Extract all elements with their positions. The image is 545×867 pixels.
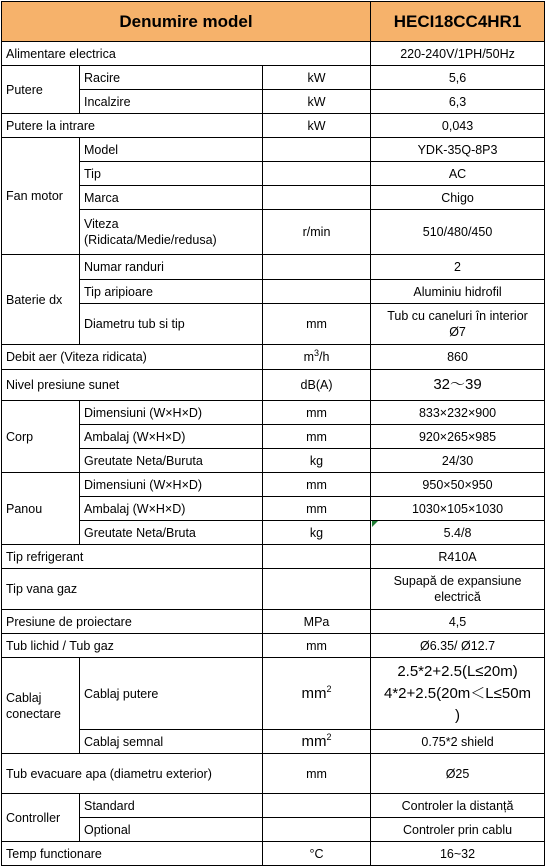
nivel-value: 32～39	[371, 370, 545, 401]
panou-dim-label: Dimensiuni (W×H×D)	[80, 473, 263, 497]
row-panou-amb	[2, 497, 545, 521]
fan-marca-unit	[263, 186, 371, 210]
cablaj-putere-value-line3: )	[455, 706, 461, 724]
vana-label: Tip vana gaz	[2, 569, 263, 610]
cablaj-label-line1: Cablaj	[6, 690, 42, 705]
row-vana	[2, 569, 545, 610]
row-baterie-tub	[2, 304, 545, 345]
debit-unit-base: m	[303, 350, 314, 364]
header-model: HECI18CC4HR1	[371, 2, 545, 42]
row-presiune	[2, 610, 545, 634]
refrigerant-unit	[263, 545, 371, 569]
controller-optional-value: Controler prin cablu	[371, 818, 545, 842]
temp-value: 16~32	[371, 842, 545, 866]
evacuare-value: Ø25	[371, 754, 545, 794]
cablaj-putere-value-line2: 4*2+2.5(20m＜L≤50m	[383, 684, 532, 702]
controller-standard-label: Standard	[80, 794, 263, 818]
cablaj-putere-unit-base: mm	[301, 684, 327, 702]
row-corp-dim	[2, 401, 545, 425]
vana-unit	[263, 569, 371, 610]
fan-viteza-label	[80, 210, 263, 255]
incalzire-label: Incalzire	[80, 90, 263, 114]
corp-amb-unit: mm	[263, 425, 371, 449]
row-cablaj-semnal	[2, 730, 545, 754]
fan-viteza-unit: r/min	[263, 210, 371, 255]
row-temp	[2, 842, 545, 866]
aripioare-value: Aluminiu hidrofil	[371, 280, 545, 304]
fan-model-label: Model	[80, 138, 263, 162]
debit-unit	[263, 345, 371, 370]
debit-value: 860	[371, 345, 545, 370]
cablaj-putere-unit	[263, 658, 371, 730]
cablaj-putere-unit-exponent: 2	[326, 683, 332, 694]
panou-greut-unit: kg	[263, 521, 371, 545]
row-fan-viteza	[2, 210, 545, 255]
panou-dim-unit: mm	[263, 473, 371, 497]
controller-standard-value: Controler la distanță	[371, 794, 545, 818]
row-fan-marca	[2, 186, 545, 210]
fan-marca-label: Marca	[80, 186, 263, 210]
fan-viteza-label-line2: (Ridicata/Medie/redusa)	[84, 233, 217, 247]
corp-dim-unit: mm	[263, 401, 371, 425]
row-baterie-aripioare	[2, 280, 545, 304]
baterie-tub-unit: mm	[263, 304, 371, 345]
alimentare-label: Alimentare electrica	[2, 42, 371, 66]
row-corp-greut	[2, 449, 545, 473]
row-tub	[2, 634, 545, 658]
panou-greut-value: 5.4/8	[371, 521, 545, 545]
corp-greut-unit: kg	[263, 449, 371, 473]
panou-amb-label: Ambalaj (W×H×D)	[80, 497, 263, 521]
racire-value: 5,6	[371, 66, 545, 90]
row-fan-tip	[2, 162, 545, 186]
specifications-table	[1, 1, 545, 866]
row-fan-model	[2, 138, 545, 162]
aripioare-label: Tip aripioare	[80, 280, 263, 304]
cablaj-semnal-unit-base: mm	[301, 732, 327, 750]
alimentare-value: 220-240V/1PH/50Hz	[371, 42, 545, 66]
debit-label: Debit aer (Viteza ridicata)	[2, 345, 263, 370]
panou-amb-value: 1030×105×1030	[371, 497, 545, 521]
evacuare-unit: mm	[263, 754, 371, 794]
vana-value	[371, 569, 545, 610]
aripioare-unit	[263, 280, 371, 304]
baterie-tub-value-line2: Ø7	[449, 325, 466, 339]
cablaj-semnal-unit	[263, 730, 371, 754]
fan-viteza-value: 510/480/450	[371, 210, 545, 255]
controller-label: Controller	[2, 794, 80, 842]
baterie-tub-value-line1: Tub cu caneluri în interior	[387, 309, 528, 323]
cablaj-label	[2, 658, 80, 754]
row-refrigerant	[2, 545, 545, 569]
baterie-tub-label: Diametru tub si tip	[80, 304, 263, 345]
putere-intrare-label: Putere la intrare	[2, 114, 263, 138]
corp-dim-label: Dimensiuni (W×H×D)	[80, 401, 263, 425]
baterie-tub-value	[371, 304, 545, 345]
header-name: Denumire model	[2, 2, 371, 42]
putere-label: Putere	[2, 66, 80, 114]
row-putere-incalzire	[2, 90, 545, 114]
cablaj-putere-value-line1: 2.5*2+2.5(L≤20m)	[397, 662, 518, 680]
controller-standard-unit	[263, 794, 371, 818]
putere-intrare-unit: kW	[263, 114, 371, 138]
row-putere-racire	[2, 66, 545, 90]
fan-tip-label: Tip	[80, 162, 263, 186]
row-corp-amb	[2, 425, 545, 449]
tub-unit: mm	[263, 634, 371, 658]
putere-intrare-value: 0,043	[371, 114, 545, 138]
fan-tip-unit	[263, 162, 371, 186]
tub-label: Tub lichid / Tub gaz	[2, 634, 263, 658]
corp-label: Corp	[2, 401, 80, 473]
row-panou-dim	[2, 473, 545, 497]
cablaj-semnal-value: 0.75*2 shield	[371, 730, 545, 754]
cablaj-putere-label: Cablaj putere	[80, 658, 263, 730]
row-controller-standard	[2, 794, 545, 818]
row-putere-intrare	[2, 114, 545, 138]
tub-value: Ø6.35/ Ø12.7	[371, 634, 545, 658]
cablaj-semnal-unit-exponent: 2	[326, 731, 332, 742]
fan-label: Fan motor	[2, 138, 80, 255]
cablaj-putere-value	[371, 658, 545, 730]
refrigerant-label: Tip refrigerant	[2, 545, 263, 569]
fan-model-unit	[263, 138, 371, 162]
row-baterie-randuri	[2, 255, 545, 280]
incalzire-unit: kW	[263, 90, 371, 114]
vana-value-line2: electrică	[434, 590, 481, 604]
corp-amb-value: 920×265×985	[371, 425, 545, 449]
cablaj-label-line2: conectare	[6, 706, 61, 721]
fan-viteza-label-line1: Viteza	[84, 217, 119, 231]
row-evacuare	[2, 754, 545, 794]
racire-label: Racire	[80, 66, 263, 90]
randuri-value: 2	[371, 255, 545, 280]
cell-comment-marker	[372, 521, 378, 527]
temp-unit: °C	[263, 842, 371, 866]
evacuare-label: Tub evacuare apa (diametru exterior)	[2, 754, 263, 794]
panou-label: Panou	[2, 473, 80, 545]
fan-tip-value: AC	[371, 162, 545, 186]
randuri-label: Numar randuri	[80, 255, 263, 280]
panou-dim-value: 950×50×950	[371, 473, 545, 497]
panou-amb-unit: mm	[263, 497, 371, 521]
temp-label: Temp functionare	[2, 842, 263, 866]
baterie-label: Baterie dx	[2, 255, 80, 345]
nivel-label: Nivel presiune sunet	[2, 370, 263, 401]
debit-unit-tail: /h	[319, 350, 330, 364]
row-alimentare	[2, 42, 545, 66]
presiune-value: 4,5	[371, 610, 545, 634]
fan-marca-value: Chigo	[371, 186, 545, 210]
row-controller-optional	[2, 818, 545, 842]
row-nivel	[2, 370, 545, 401]
panou-greut-label: Greutate Neta/Bruta	[80, 521, 263, 545]
debit-unit-exponent: 3	[314, 347, 320, 358]
controller-optional-unit	[263, 818, 371, 842]
incalzire-value: 6,3	[371, 90, 545, 114]
nivel-unit: dB(A)	[263, 370, 371, 401]
corp-dim-value: 833×232×900	[371, 401, 545, 425]
randuri-unit	[263, 255, 371, 280]
cablaj-semnal-label: Cablaj semnal	[80, 730, 263, 754]
presiune-label: Presiune de proiectare	[2, 610, 263, 634]
racire-unit: kW	[263, 66, 371, 90]
row-debit	[2, 345, 545, 370]
vana-value-line1: Supapă de expansiune	[393, 574, 522, 588]
refrigerant-value: R410A	[371, 545, 545, 569]
controller-optional-label: Optional	[80, 818, 263, 842]
row-panou-greut	[2, 521, 545, 545]
fan-model-value: YDK-35Q-8P3	[371, 138, 545, 162]
corp-greut-value: 24/30	[371, 449, 545, 473]
corp-greut-label: Greutate Neta/Buruta	[80, 449, 263, 473]
header-row	[2, 2, 545, 42]
corp-amb-label: Ambalaj (W×H×D)	[80, 425, 263, 449]
presiune-unit: MPa	[263, 610, 371, 634]
row-cablaj-putere	[2, 658, 545, 730]
